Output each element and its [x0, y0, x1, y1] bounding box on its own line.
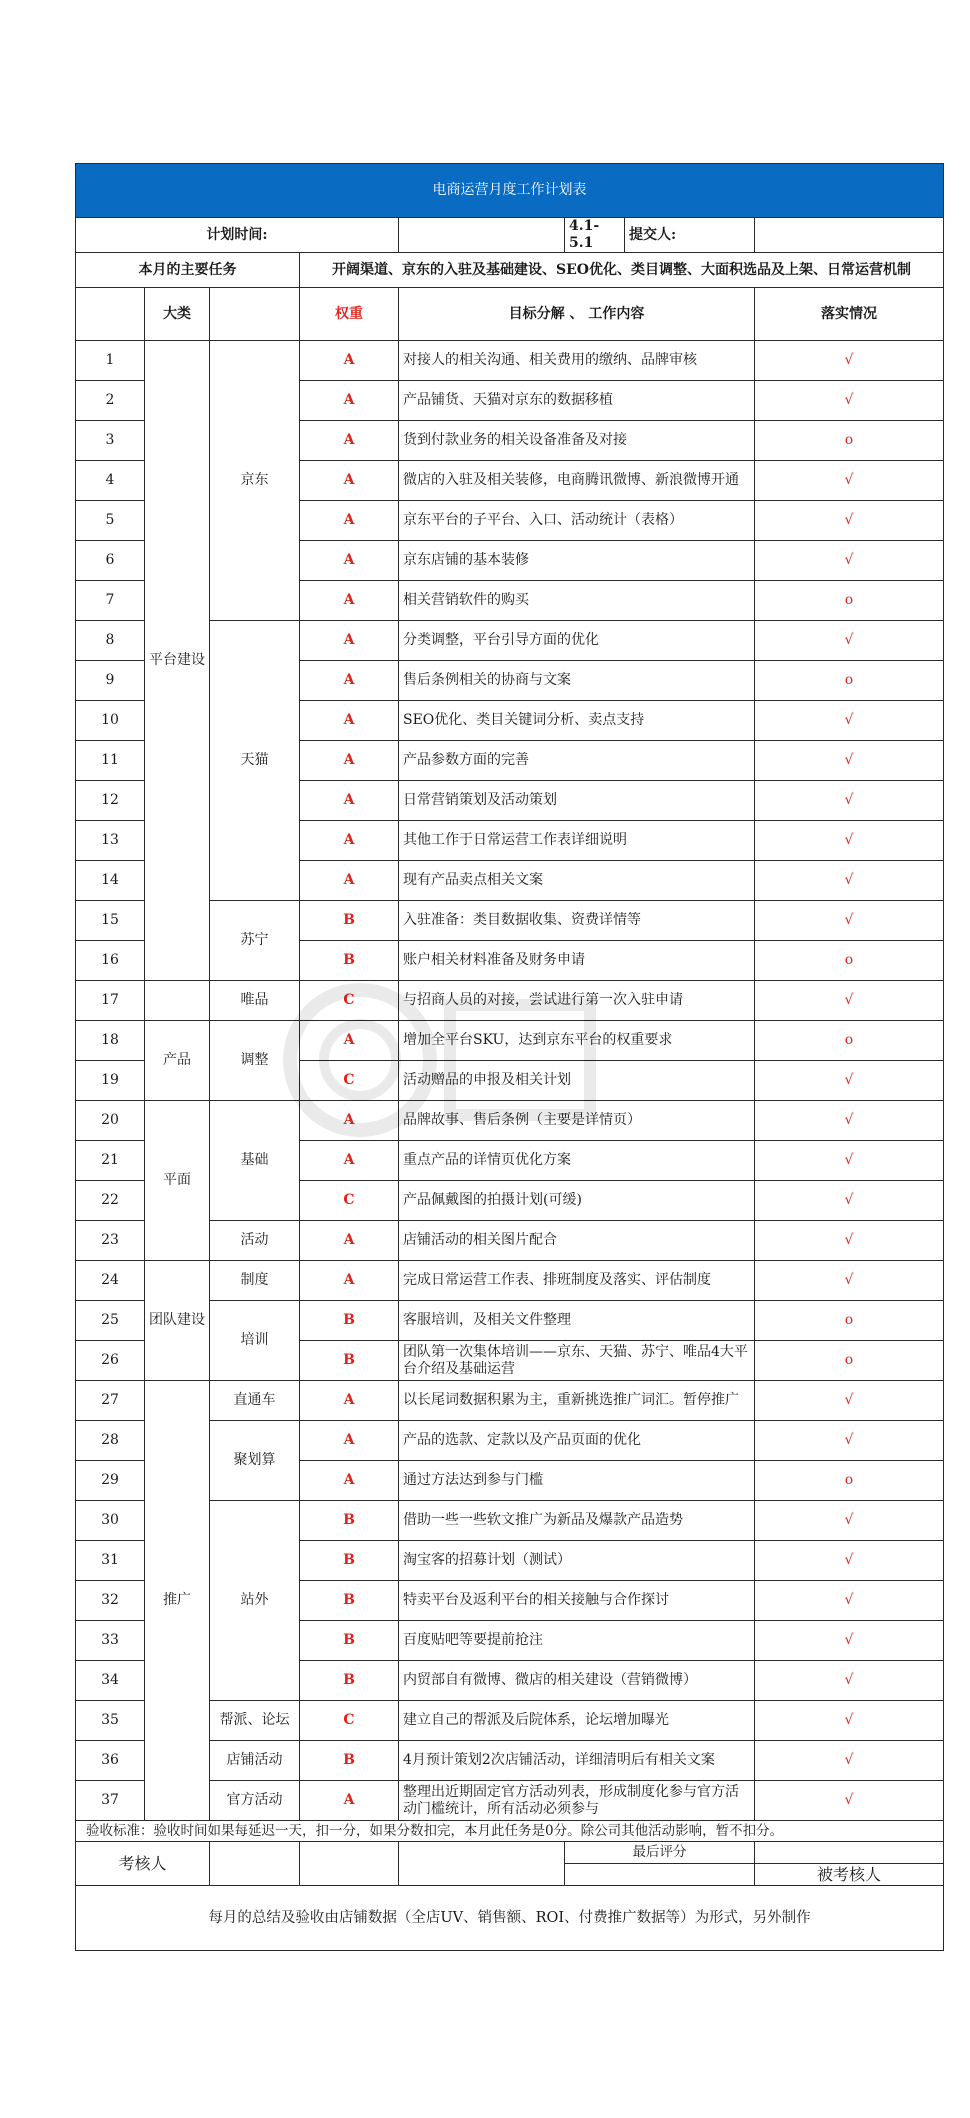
work-plan-table [75, 163, 944, 1951]
status-cell[interactable]: √ [755, 1581, 944, 1621]
status-cell[interactable]: √ [755, 461, 944, 501]
row-number: 31 [76, 1541, 145, 1581]
header-no [76, 288, 145, 341]
status-cell[interactable]: √ [755, 1621, 944, 1661]
plan-time-label: 计划时间: [76, 218, 399, 253]
status-cell[interactable]: √ [755, 1061, 944, 1101]
weight-cell: A [300, 1381, 399, 1421]
task-cell[interactable]: 产品佩戴图的拍摄计划(可缓) [399, 1181, 755, 1221]
task-cell[interactable]: 团队第一次集体培训——京东、天猫、苏宁、唯品4大平台介绍及基础运营 [399, 1341, 755, 1381]
status-cell[interactable]: √ [755, 621, 944, 661]
sub-vip: 唯品 [210, 981, 300, 1021]
header-weight: 权重 [300, 288, 399, 341]
weight-cell: A [300, 1421, 399, 1461]
row-number: 26 [76, 1341, 145, 1381]
row-number: 35 [76, 1701, 145, 1741]
status-cell[interactable]: √ [755, 901, 944, 941]
task-cell[interactable]: 货到付款业务的相关设备准备及对接 [399, 421, 755, 461]
category-promotion: 推广 [145, 1381, 210, 1821]
status-cell[interactable]: o [755, 1301, 944, 1341]
row-number: 19 [76, 1061, 145, 1101]
weight-cell: A [300, 1141, 399, 1181]
task-cell[interactable]: 内贸部自有微博、微店的相关建设（营销微博） [399, 1661, 755, 1701]
task-cell[interactable]: 产品参数方面的完善 [399, 741, 755, 781]
status-cell[interactable]: √ [755, 1221, 944, 1261]
weight-cell: A [300, 1221, 399, 1261]
weight-cell: B [300, 941, 399, 981]
weight-cell: A [300, 421, 399, 461]
row-number: 17 [76, 981, 145, 1021]
header-category: 大类 [145, 288, 210, 341]
row-number: 13 [76, 821, 145, 861]
assessee-label: 被考核人 [755, 1864, 944, 1886]
status-cell[interactable]: √ [755, 821, 944, 861]
sub-system: 制度 [210, 1261, 300, 1301]
row-number: 8 [76, 621, 145, 661]
submitter-value[interactable] [755, 218, 944, 253]
weight-cell: A [300, 1261, 399, 1301]
weight-cell: A [300, 741, 399, 781]
row-number: 21 [76, 1141, 145, 1181]
task-cell[interactable]: 分类调整，平台引导方面的优化 [399, 621, 755, 661]
status-cell[interactable]: √ [755, 501, 944, 541]
task-cell[interactable]: 产品的选款、定款以及产品页面的优化 [399, 1421, 755, 1461]
row-number: 24 [76, 1261, 145, 1301]
status-cell[interactable]: √ [755, 541, 944, 581]
weight-cell: B [300, 1501, 399, 1541]
weight-cell: A [300, 461, 399, 501]
status-cell[interactable]: √ [755, 861, 944, 901]
weight-cell: A [300, 661, 399, 701]
footer-text: 每月的总结及验收由店铺数据（全店UV、销售额、ROI、付费推广数据等）为形式，另外制作 [76, 1886, 944, 1951]
weight-cell: A [300, 1781, 399, 1821]
row-number: 3 [76, 421, 145, 461]
task-cell[interactable]: 通过方法达到参与门槛 [399, 1461, 755, 1501]
assessor-value[interactable] [210, 1842, 300, 1886]
row-number: 15 [76, 901, 145, 941]
row-number: 20 [76, 1101, 145, 1141]
status-cell[interactable]: o [755, 1461, 944, 1501]
row-number: 9 [76, 661, 145, 701]
status-cell[interactable]: o [755, 1021, 944, 1061]
assessee-area[interactable] [755, 1842, 944, 1864]
task-cell[interactable]: 客服培训，及相关文件整理 [399, 1301, 755, 1341]
task-cell[interactable]: 京东平台的子平台、入口、活动统计（表格） [399, 501, 755, 541]
task-cell[interactable]: 整理出近期固定官方活动列表，形成制度化参与官方活动门槛统计，所有活动必须参与 [399, 1781, 755, 1821]
weight-cell: A [300, 861, 399, 901]
task-cell[interactable]: 以长尾词数据积累为主，重新挑选推广词汇。暂停推广 [399, 1381, 755, 1421]
weight-cell: A [300, 381, 399, 421]
status-cell[interactable]: √ [755, 1141, 944, 1181]
header-status: 落实情况 [755, 288, 944, 341]
task-cell[interactable]: SEO优化、类目关键词分析、卖点支持 [399, 701, 755, 741]
status-cell[interactable]: √ [755, 981, 944, 1021]
task-cell[interactable]: 售后条例相关的协商与文案 [399, 661, 755, 701]
status-cell[interactable]: √ [755, 381, 944, 421]
sub-suning: 苏宁 [210, 901, 300, 981]
empty-category [145, 981, 210, 1021]
weight-cell: A [300, 1101, 399, 1141]
category-platform: 平台建设 [145, 341, 210, 981]
status-cell[interactable]: √ [755, 1381, 944, 1421]
weight-cell: C [300, 1701, 399, 1741]
main-tasks-value[interactable]: 开阔渠道、京东的入驻及基础建设、SEO优化、类目调整、大面积选品及上架、日常运营机制 [300, 253, 944, 288]
weight-cell: B [300, 1741, 399, 1781]
status-cell[interactable]: √ [755, 1181, 944, 1221]
status-cell[interactable]: √ [755, 1261, 944, 1301]
row-number: 2 [76, 381, 145, 421]
row-number: 4 [76, 461, 145, 501]
sub-adjust: 调整 [210, 1021, 300, 1101]
status-cell[interactable]: √ [755, 1421, 944, 1461]
task-cell[interactable]: 增加全平台SKU，达到京东平台的权重要求 [399, 1021, 755, 1061]
task-cell[interactable]: 品牌故事、售后条例（主要是详情页） [399, 1101, 755, 1141]
weight-cell: A [300, 821, 399, 861]
row-number: 1 [76, 341, 145, 381]
weight-cell: A [300, 341, 399, 381]
status-cell[interactable]: √ [755, 741, 944, 781]
row-number: 7 [76, 581, 145, 621]
weight-cell: A [300, 501, 399, 541]
task-cell[interactable]: 对接人的相关沟通、相关费用的缴纳、品牌审核 [399, 341, 755, 381]
status-cell[interactable]: o [755, 1341, 944, 1381]
sub-offsite: 站外 [210, 1501, 300, 1701]
row-number: 29 [76, 1461, 145, 1501]
weight-cell: A [300, 701, 399, 741]
blank-cell [399, 1842, 565, 1886]
page-title: 电商运营月度工作计划表 [76, 164, 944, 218]
sub-training: 培训 [210, 1301, 300, 1381]
task-cell[interactable]: 店铺活动的相关图片配合 [399, 1221, 755, 1261]
status-cell[interactable]: √ [755, 1541, 944, 1581]
status-cell[interactable]: √ [755, 781, 944, 821]
status-cell[interactable]: o [755, 661, 944, 701]
status-cell[interactable]: o [755, 941, 944, 981]
task-cell[interactable]: 借助一些一些软文推广为新品及爆款产品造势 [399, 1501, 755, 1541]
task-cell[interactable]: 现有产品卖点相关文案 [399, 861, 755, 901]
submitter-label: 提交人: [625, 218, 755, 253]
weight-cell: C [300, 1181, 399, 1221]
main-tasks-label: 本月的主要任务 [76, 253, 300, 288]
sub-juhuasuan: 聚划算 [210, 1421, 300, 1501]
task-cell[interactable]: 产品铺货、天猫对京东的数据移植 [399, 381, 755, 421]
header-sub [210, 288, 300, 341]
weight-cell: A [300, 1021, 399, 1061]
weight-cell: A [300, 781, 399, 821]
task-cell[interactable]: 4月预计策划2次店铺活动，详细清明后有相关文案 [399, 1741, 755, 1781]
acceptance-note: 验收标准：验收时间如果每延迟一天，扣一分，如果分数扣完，本月此任务是0分。除公司其他活动影响，暂不扣分。 [76, 1821, 944, 1842]
row-number: 32 [76, 1581, 145, 1621]
row-number: 25 [76, 1301, 145, 1341]
final-score-label: 最后评分 [565, 1842, 755, 1864]
row-number: 18 [76, 1021, 145, 1061]
task-cell[interactable]: 完成日常运营工作表、排班制度及落实、评估制度 [399, 1261, 755, 1301]
task-cell[interactable]: 重点产品的详情页优化方案 [399, 1141, 755, 1181]
task-cell[interactable]: 淘宝客的招募计划（测试） [399, 1541, 755, 1581]
task-cell[interactable]: 其他工作于日常运营工作表详细说明 [399, 821, 755, 861]
plan-time-value[interactable]: 4.1-5.1 [565, 218, 625, 253]
sub-tmall: 天猫 [210, 621, 300, 901]
weight-cell: B [300, 1621, 399, 1661]
row-number: 11 [76, 741, 145, 781]
row-number: 33 [76, 1621, 145, 1661]
status-cell[interactable]: √ [755, 701, 944, 741]
row-number: 12 [76, 781, 145, 821]
weight-cell: B [300, 1661, 399, 1701]
status-cell[interactable]: √ [755, 1101, 944, 1141]
weight-cell: B [300, 1541, 399, 1581]
sub-official-activity: 官方活动 [210, 1781, 300, 1821]
task-cell[interactable]: 活动赠品的申报及相关计划 [399, 1061, 755, 1101]
task-cell[interactable]: 与招商人员的对接，尝试进行第一次入驻申请 [399, 981, 755, 1021]
weight-cell: A [300, 581, 399, 621]
header-target: 目标分解 、 工作内容 [399, 288, 755, 341]
task-cell[interactable]: 特卖平台及返利平台的相关接触与合作探讨 [399, 1581, 755, 1621]
weight-cell: B [300, 1301, 399, 1341]
category-team: 团队建设 [145, 1261, 210, 1381]
weight-cell: A [300, 1461, 399, 1501]
row-number: 16 [76, 941, 145, 981]
task-cell[interactable]: 微店的入驻及相关装修，电商腾讯微博、新浪微博开通 [399, 461, 755, 501]
row-number: 36 [76, 1741, 145, 1781]
assessor-label: 考核人 [76, 1842, 210, 1886]
task-cell[interactable]: 百度贴吧等要提前抢注 [399, 1621, 755, 1661]
status-cell[interactable]: √ [755, 1741, 944, 1781]
row-number: 34 [76, 1661, 145, 1701]
task-cell[interactable]: 入驻准备：类目数据收集、资费详情等 [399, 901, 755, 941]
sub-jd: 京东 [210, 341, 300, 621]
weight-cell: C [300, 981, 399, 1021]
final-score-value[interactable] [565, 1864, 755, 1886]
sub-ztc: 直通车 [210, 1381, 300, 1421]
status-cell[interactable]: √ [755, 1781, 944, 1821]
status-cell[interactable]: √ [755, 1661, 944, 1701]
row-number: 22 [76, 1181, 145, 1221]
row-number: 27 [76, 1381, 145, 1421]
task-cell[interactable]: 相关营销软件的购买 [399, 581, 755, 621]
weight-cell: B [300, 1581, 399, 1621]
status-cell[interactable]: √ [755, 1701, 944, 1741]
work-plan-sheet [75, 163, 943, 1951]
row-number: 30 [76, 1501, 145, 1541]
weight-cell: B [300, 901, 399, 941]
task-cell[interactable]: 京东店铺的基本装修 [399, 541, 755, 581]
sub-basic: 基础 [210, 1101, 300, 1221]
category-product: 产品 [145, 1021, 210, 1101]
task-cell[interactable]: 建立自己的帮派及后院体系，论坛增加曝光 [399, 1701, 755, 1741]
weight-cell: A [300, 621, 399, 661]
sub-activity: 活动 [210, 1221, 300, 1261]
row-number: 23 [76, 1221, 145, 1261]
row-number: 28 [76, 1421, 145, 1461]
status-cell[interactable]: √ [755, 341, 944, 381]
status-cell[interactable]: √ [755, 1501, 944, 1541]
assessor-value-extra[interactable] [300, 1842, 399, 1886]
weight-cell: B [300, 1341, 399, 1381]
task-cell[interactable]: 日常营销策划及活动策划 [399, 781, 755, 821]
row-number: 6 [76, 541, 145, 581]
category-graphic: 平面 [145, 1101, 210, 1261]
row-number: 14 [76, 861, 145, 901]
status-cell[interactable]: o [755, 421, 944, 461]
sub-forum: 帮派、论坛 [210, 1701, 300, 1741]
task-cell[interactable]: 账户相关材料准备及财务申请 [399, 941, 755, 981]
weight-cell: C [300, 1061, 399, 1101]
row-number: 5 [76, 501, 145, 541]
status-cell[interactable]: o [755, 581, 944, 621]
row-number: 37 [76, 1781, 145, 1821]
row-number: 10 [76, 701, 145, 741]
weight-cell: A [300, 541, 399, 581]
sub-store-activity: 店铺活动 [210, 1741, 300, 1781]
